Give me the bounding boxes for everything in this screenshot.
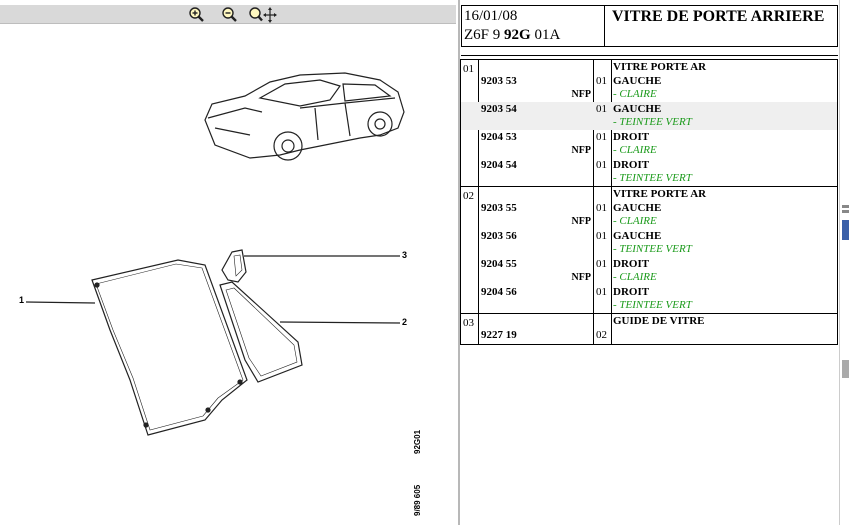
diagram-ref-date: 9/89 605	[413, 484, 422, 516]
part-variant: - CLAIRE	[613, 88, 657, 100]
part-quantity: 01	[596, 202, 607, 214]
page-title: VITRE DE PORTE ARRIERE	[612, 8, 825, 25]
part-variant: - CLAIRE	[613, 271, 657, 283]
part-group	[460, 59, 838, 187]
part-variant: - CLAIRE	[613, 215, 657, 227]
part-quantity: 01	[596, 131, 607, 143]
part-reference[interactable]: 9204 56	[481, 286, 517, 298]
quarter-glass-part	[220, 282, 302, 382]
part-row[interactable]	[461, 285, 837, 313]
zoom-in-icon[interactable]	[186, 5, 206, 23]
part-reference[interactable]: 9203 54	[481, 103, 517, 115]
group-number: 02	[463, 190, 474, 202]
part-row[interactable]	[461, 229, 837, 257]
zoom-toolbar	[0, 5, 456, 24]
callout-3: 3	[402, 250, 408, 260]
part-quantity: 01	[596, 286, 607, 298]
part-quantity: 01	[596, 103, 607, 115]
part-quantity: 02	[596, 329, 607, 341]
group-title: VITRE PORTE AR	[613, 188, 707, 200]
part-variant: - CLAIRE	[613, 144, 657, 156]
code-suffix: 01A	[530, 27, 561, 43]
header-code	[464, 27, 560, 44]
callout-1: 1	[19, 295, 25, 305]
exploded-parts-diagram	[0, 24, 456, 525]
part-variant: - TEINTEE VERT	[613, 299, 692, 311]
group-title: VITRE PORTE AR	[613, 61, 707, 73]
part-reference[interactable]: 9227 19	[481, 329, 517, 341]
group-title: GUIDE DE VITRE	[613, 315, 705, 327]
page-header	[461, 5, 838, 47]
part-side: DROIT	[613, 131, 650, 143]
part-variant: - TEINTEE VERT	[613, 116, 692, 128]
group-number: 01	[463, 63, 474, 75]
part-variant: - TEINTEE VERT	[613, 243, 692, 255]
part-reference[interactable]: 9203 53	[481, 75, 517, 87]
car-illustration	[205, 73, 404, 160]
part-row[interactable]	[461, 74, 837, 102]
part-side: GAUCHE	[613, 202, 662, 214]
nfp-flag: NFP	[571, 216, 591, 227]
part-row[interactable]	[461, 328, 837, 356]
diagram-ref-code: 92G01	[413, 429, 422, 454]
part-quantity: 01	[596, 75, 607, 87]
part-variant: - TEINTEE VERT	[613, 172, 692, 184]
part-side: DROIT	[613, 258, 650, 270]
part-row[interactable]	[461, 158, 837, 186]
part-row[interactable]	[461, 201, 837, 229]
code-prefix: Z6F 9	[464, 27, 505, 43]
part-quantity: 01	[596, 258, 607, 270]
pan-zoom-icon[interactable]	[247, 5, 277, 23]
nfp-flag: NFP	[571, 145, 591, 156]
part-quantity: 01	[596, 159, 607, 171]
part-side: DROIT	[613, 159, 650, 171]
part-row[interactable]	[461, 102, 837, 130]
part-reference[interactable]: 9204 54	[481, 159, 517, 171]
header-separator	[461, 46, 838, 56]
part-side: GAUCHE	[613, 75, 662, 87]
part-side: GAUCHE	[613, 103, 662, 115]
nfp-flag: NFP	[571, 89, 591, 100]
part-row[interactable]	[461, 130, 837, 158]
window-guide-part	[222, 250, 246, 282]
part-group	[460, 314, 838, 345]
zoom-out-icon[interactable]	[219, 5, 239, 23]
part-group	[460, 187, 838, 314]
part-reference[interactable]: 9203 56	[481, 230, 517, 242]
part-reference[interactable]: 9203 55	[481, 202, 517, 214]
part-quantity: 01	[596, 230, 607, 242]
callout-2: 2	[402, 317, 408, 327]
parts-table	[460, 59, 838, 345]
right-scrollbar[interactable]	[839, 0, 849, 525]
nfp-flag: NFP	[571, 272, 591, 283]
header-date: 16/01/08	[464, 8, 518, 24]
group-number: 03	[463, 317, 474, 329]
part-row[interactable]	[461, 257, 837, 285]
part-side: GAUCHE	[613, 230, 662, 242]
code-group: 92G	[504, 27, 531, 43]
part-reference[interactable]: 9204 55	[481, 258, 517, 270]
part-side: DROIT	[613, 286, 650, 298]
door-glass-part	[92, 260, 247, 435]
part-reference[interactable]: 9204 53	[481, 131, 517, 143]
